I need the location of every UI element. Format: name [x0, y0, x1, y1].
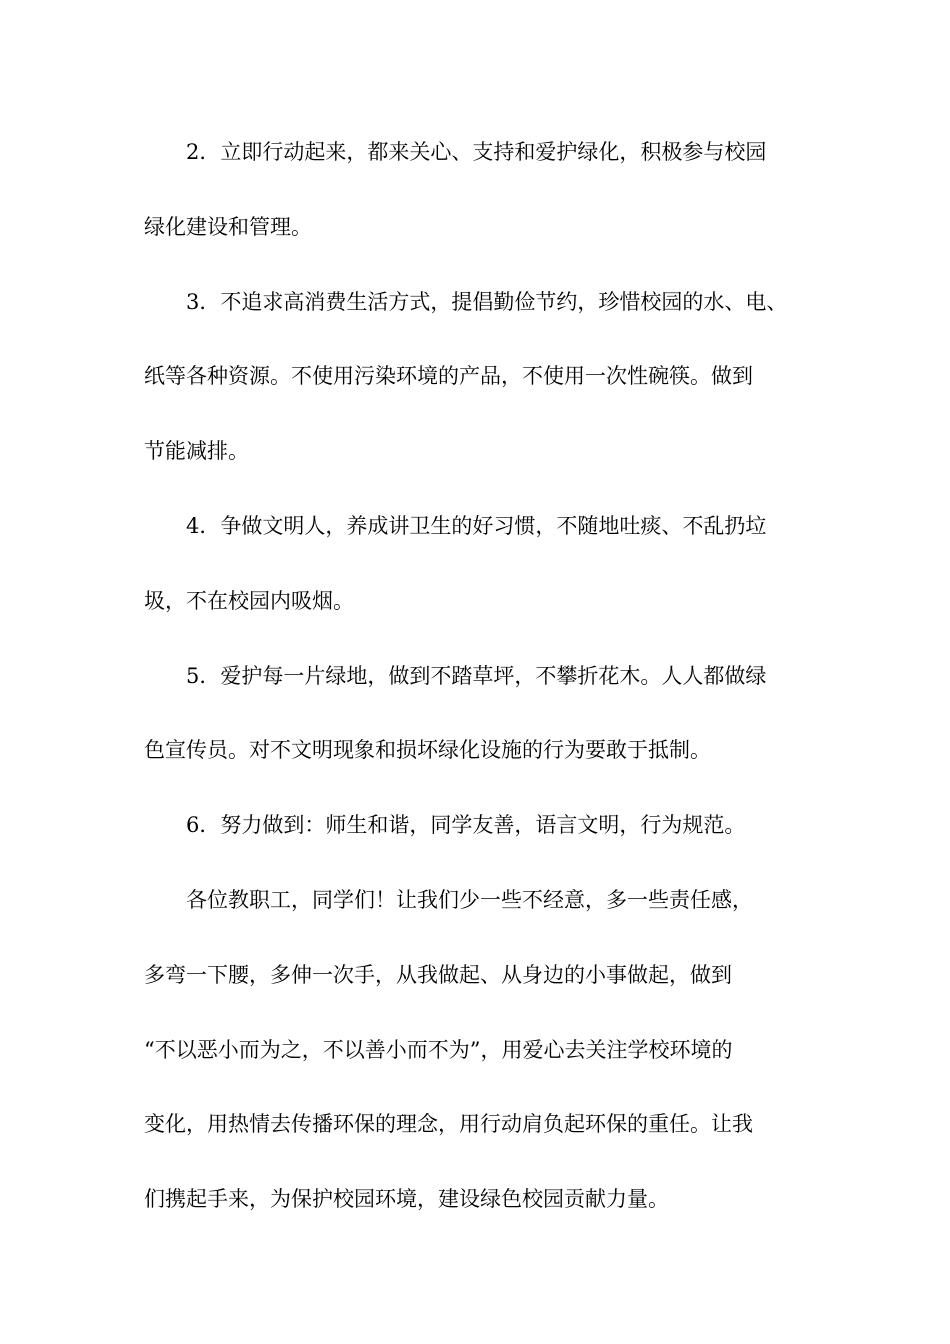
- text-line-9: 色宣传员。对不文明现象和损坏绿化设施的行为要敢于抵制。: [144, 738, 711, 763]
- text-line-13: “不以恶小而为之，不以善小而不为”，用爱心去关注学校环境的: [144, 1037, 733, 1062]
- text-line-7: 圾，不在校园内吸烟。: [144, 588, 354, 613]
- text-line-3: 3．不追求高消费生活方式，提倡勤俭节约，珍惜校园的水、电、: [186, 289, 788, 314]
- document-body: [144, 127, 824, 1249]
- text-line-5: 节能减排。: [144, 439, 249, 464]
- text-line-1: 2．立即行动起来，都来关心、支持和爱护绿化，积极参与校园: [186, 140, 767, 164]
- text-line-15: 们携起手来，为保护校园环境，建设绿色校园贡献力量。: [144, 1187, 669, 1212]
- text-line-10: 6．努力做到：师生和谐，同学友善，语言文明，行为规范。: [186, 813, 746, 838]
- text-line-8: 5．爱护每一片绿地，做到不踏草坪，不攀折花木。人人都做绿: [186, 663, 767, 688]
- text-line-2: 绿化建设和管理。: [144, 214, 312, 239]
- text-line-14: 变化，用热情去传播环保的理念，用行动肩负起环保的重任。让我: [144, 1112, 753, 1137]
- text-line-12: 多弯一下腰，多伸一次手，从我做起、从身边的小事做起，做到: [144, 962, 732, 987]
- text-line-6: 4．争做文明人，养成讲卫生的好习惯，不随地吐痰、不乱扔垃: [186, 513, 767, 538]
- text-line-4: 纸等各种资源。不使用污染环境的产品，不使用一次性碗筷。做到: [144, 364, 753, 389]
- text-line-11: 各位教职工，同学们！让我们少一些不经意，多一些责任感，: [186, 887, 753, 912]
